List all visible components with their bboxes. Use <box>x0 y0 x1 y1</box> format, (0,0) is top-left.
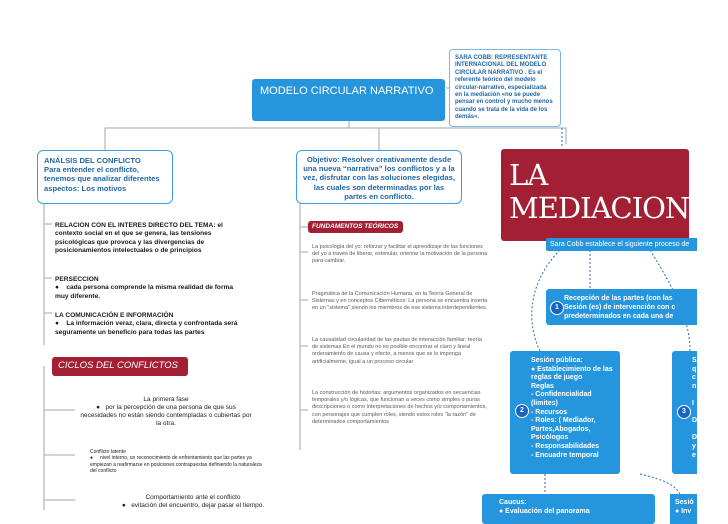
fundamento-4-text: La construcción de historias: argumentos organizados en secuencias temporales y/o lógicas, que funcionan a veces como simples o puras descripciones o como interpretaciones de hechos y/o comportamientos, con personajes que cumplen roles, siendo estos roles "la razón" de determinados comportamientos <box>312 390 487 425</box>
bullet-icon: ● <box>121 502 126 509</box>
step-2-title: Sesión pública: <box>531 357 583 364</box>
fase-2-node[interactable] <box>90 449 265 475</box>
step-3-line: D <box>692 417 698 425</box>
fase-3-text: evitación del encuentro, dejar pasar el tiempo. <box>131 502 265 509</box>
step-3-line: D <box>692 434 698 442</box>
step-2-line: ● Establecimiento de las reglas de juego <box>531 365 613 382</box>
caucus-line: ● Evaluación del panorama <box>499 507 590 515</box>
comunicacion-text: La información veraz, clara, directa y confrontada será seguramente un beneficio para todas las partes <box>55 320 238 336</box>
ciclos-label[interactable] <box>52 357 188 376</box>
sesion-final-line: Sesió <box>675 499 694 506</box>
fase-3-title: Comportamiento ante el conflicto <box>145 494 241 501</box>
mediacion-suffix: undefined <box>689 211 728 220</box>
step-3-line: S <box>692 357 697 364</box>
relacion-text: el contexto social en el que se genera, las tensiones psicológicas que provoca y las divergencias de posicionamientos intelectuales o de principios <box>55 222 223 254</box>
step-3-line <box>692 409 697 418</box>
step-1-line1: Recepción de las partes (con las <box>564 295 673 302</box>
fundamento-3[interactable] <box>312 337 488 366</box>
objetivo-node[interactable] <box>296 150 462 204</box>
la-mediacion-node[interactable] <box>501 149 728 241</box>
step-3-line <box>692 426 697 435</box>
analisis-text: Para entender el conflicto, tenemos que analizar diferentes aspectos: Los motivos <box>44 165 160 193</box>
perseccion-text: cada persona comprende la misma realidad de forma muy diferente. <box>55 284 234 300</box>
bullet-icon: ● <box>55 320 59 328</box>
fundamento-1-text: La psicología del yo: reforzar y facilitar el aprendizaje de las funciones del yo a través de liberar, estimular, orientar la motivación de la persona para cambiar. <box>312 244 488 265</box>
step-2-line: - Confidencialidad (limites) <box>531 391 592 407</box>
fundamentos-label[interactable] <box>308 221 403 233</box>
step-2-line: - Encuadre temporal <box>531 451 599 459</box>
fundamento-1[interactable] <box>312 244 488 266</box>
step-2-number-badge: 2 <box>515 404 529 418</box>
fase-1-text: por la percepción de una persona de que sus necesidades no están siendo contempladas o cubiertas por la otra. <box>80 404 252 427</box>
step-3-line: q <box>692 365 697 373</box>
fundamento-2[interactable] <box>312 291 488 313</box>
comunicacion-title: LA COMUNICACIÓN E INFORMACIÓN <box>55 312 174 319</box>
objetivo-text: Objetivo: Resolver creativamente desde una nueva “narrativa” los conflictos y a la vez, disfrutar con las soluciones elegidas, las cuales son determinadas por las partes en conflicto. <box>303 155 455 201</box>
mediacion-title-line1: LA <box>509 158 548 192</box>
fase-2-title: Conflicto latente <box>90 449 126 455</box>
step-2-line: Reglas <box>531 382 554 390</box>
fase-1-title: La primera fase <box>143 396 189 403</box>
step-3-line: y <box>692 442 696 450</box>
fundamento-2-text: Pragmática de la Comunicación Humana, en la Teoría General de Sistemas y en conceptos Cibernéticos: La persona se encuentra inserta en un "sistema",siendo los miembros de ese sistema interdependientes. <box>312 291 488 312</box>
perseccion-title: PERSECCION <box>55 276 99 283</box>
step-1-line3: predeterminados en cada una de <box>564 313 674 320</box>
sara-proceso-bar[interactable] <box>546 238 697 251</box>
step-2-line: - Responsabilidades <box>531 442 600 450</box>
fundamento-3-text: La causalidad circularidad de las pautas de interacción familiar: teoría de sistemas En el mundo no es posible encontrar el claro y lineal ordenamiento de causa y efecto, a menos que se lo imponga artificialmente, igual a un proceso circular <box>312 337 482 365</box>
bullet-icon: ● <box>90 455 94 462</box>
step-3-line: e <box>692 451 696 459</box>
sesion-final-line: ● Inv <box>675 507 692 515</box>
root-node[interactable] <box>252 79 445 121</box>
step-3-line: n <box>692 382 697 390</box>
bullet-icon: ● <box>96 404 101 411</box>
analisis-node[interactable] <box>37 150 173 204</box>
step-3-line <box>692 391 697 400</box>
mediacion-title-line2: MEDIACION <box>509 191 690 225</box>
caucus-node[interactable] <box>482 494 655 524</box>
relacion-node[interactable] <box>55 222 241 255</box>
sara-cobb-note[interactable] <box>449 49 561 127</box>
ciclos-text: CICLOS DEL CONFLICTOS <box>58 360 179 371</box>
fase-1-node[interactable] <box>78 396 254 428</box>
bullet-icon: ● <box>55 284 59 292</box>
relacion-title: RELACION CON EL INTERES DIRECTO DEL TEMA: <box>55 222 216 229</box>
note-text: SARA COBB: REPRESENTANTE INTERNACIONAL DEL MODELO CIRCULAR NARRATIVO . Es el referente teórico del modelo circular-narrativo, especializada en la mediación «no se puede pensar en control y mucho menos cuando se trata de la vida de los demás». <box>455 55 553 121</box>
caucus-title: Caucus: <box>499 499 527 506</box>
fase-3-node[interactable] <box>100 494 286 510</box>
step-3-line: c <box>692 374 696 382</box>
fundamentos-text: FUNDAMENTOS TEÓRICOS <box>312 223 399 230</box>
fundamento-4[interactable] <box>312 390 488 426</box>
step-3-line: I <box>692 399 694 407</box>
sara-proceso-text: Sara Cobb establece el siguiente proceso de <box>550 241 690 248</box>
step-1-number-badge: 1 <box>550 301 564 315</box>
fase-2-text: nivel interno, un reconocimiento de enfrentamiento que las partes ya empiezan a reafirmarse en posiciones contrapuestas definiendo la naturaleza del conflicto <box>90 455 262 475</box>
step-1-line2: Sesión (es) de intervención con c <box>564 304 676 311</box>
perseccion-node[interactable] <box>55 276 241 301</box>
step-2-line: - Recursos <box>531 408 568 416</box>
step-2-line: - Roles: ( Mediador, Partes,Abogados, Psicólogos <box>531 417 596 442</box>
step-1-node[interactable] <box>546 289 697 325</box>
step-3-number-badge: 3 <box>677 405 691 419</box>
comunicacion-node[interactable] <box>55 312 241 337</box>
analisis-title: ANÁLSIS DEL CONFLICTO <box>44 156 141 165</box>
sesion-final-node[interactable] <box>670 494 697 524</box>
root-title: MODELO CIRCULAR NARRATIVO <box>260 85 434 97</box>
